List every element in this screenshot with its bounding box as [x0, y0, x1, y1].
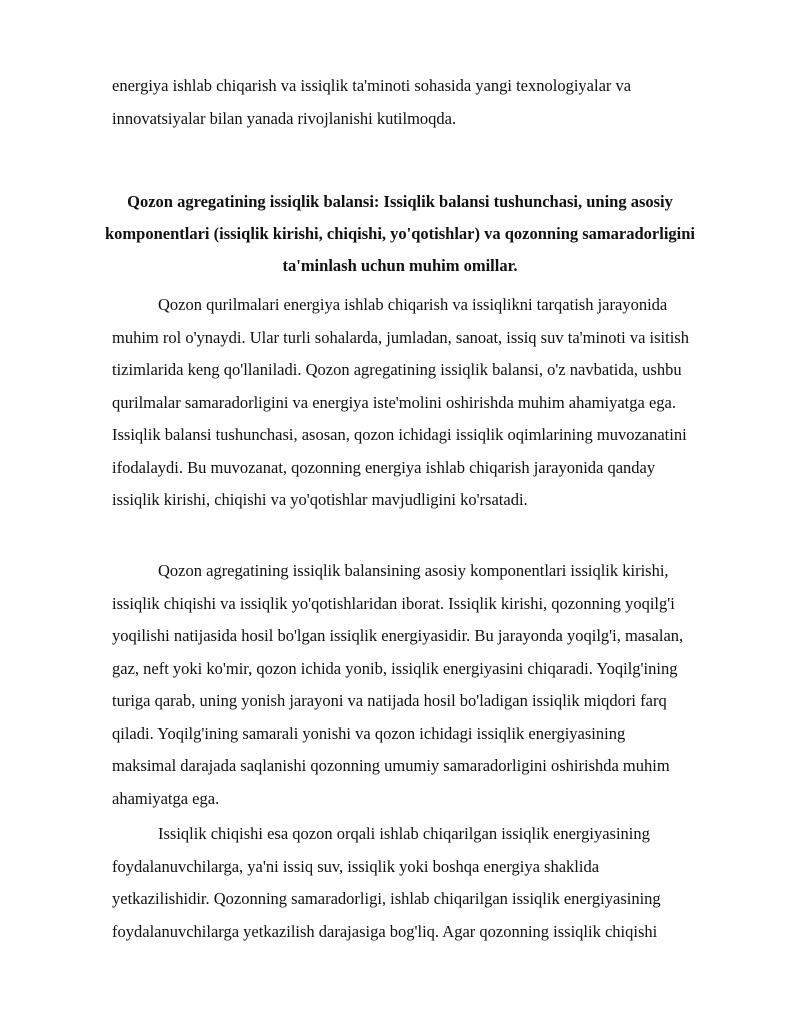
body-paragraph-1: Qozon qurilmalari energiya ishlab chiqarish va issiqlikni tarqatish jarayonida muhim rol o'ynaydi. Ular turli sohalarda, jumladan, sanoat, issiq suv ta'minoti va isitish tizimlarida keng qo'llaniladi. Qozon agregatining issiqlik balansi, o'z navbatida, ushbu qurilmalar samaradorligini va energiya iste'molini oshirishda muhim ahamiyatga ega. Issiqlik balansi tushunchasi, asosan, qozon ichidagi issiqlik oqimlarining muvozanatini ifodalaydi. Bu muvozanat, qozonning energiya ishlab chiqarish jarayonida qanday issiqlik kirishi, chiqishi va yo'qotishlar mavjudligini ko'rsatadi. — [112, 295, 689, 509]
body-paragraph-2: Qozon agregatining issiqlik balansining asosiy komponentlari issiqlik kirishi, issiqlik chiqishi va issiqlik yo'qotishlaridan iborat. Issiqlik kirishi, qozonning yoqilg'i yoqilishi natijasida hosil bo'lgan issiqlik energiyasidir. Bu jarayonda yoqilg'i, masalan, gaz, neft yoki ko'mir, qozon ichida yonib, issiqlik energiyasini chiqaradi. Yoqilg'ining turiga qarab, uning yonish jarayoni va natijada hosil bo'ladigan issiqlik miqdori farq qiladi. Yoqilg'ining samarali yonishi va qozon ichidagi issiqlik energiyasining maksimal darajada saqlanishi qozonning umumiy samaradorligini oshirishda muhim ahamiyatga ega. — [112, 561, 684, 808]
body-paragraph-3: Issiqlik chiqishi esa qozon orqali ishlab chiqarilgan issiqlik energiyasining foydalanuvchilarga, ya'ni issiq suv, issiqlik yoki boshqa energiya shaklida yetkazilishidir. Qozonning samaradorligi, ishlab chiqarilgan issiqlik energiyasining foydalanuvchilarga yetkazilish darajasiga bog'liq. Agar qozonning issiqlik chiqishi — [112, 824, 661, 941]
section-heading: Qozon agregatining issiqlik balansi: Issiqlik balansi tushunchasi, uning asosiy komponentlari (issiqlik kirishi, chiqishi, yo'qotishlar) va qozonning samaradorligini ta'minlash uchun muhim omillar. — [105, 192, 695, 275]
continuation-paragraph: energiya ishlab chiqarish va issiqlik ta'minoti sohasida yangi texnologiyalar va innovatsiyalar bilan yanada rivojlanishi kutilmoqda. — [112, 76, 632, 128]
